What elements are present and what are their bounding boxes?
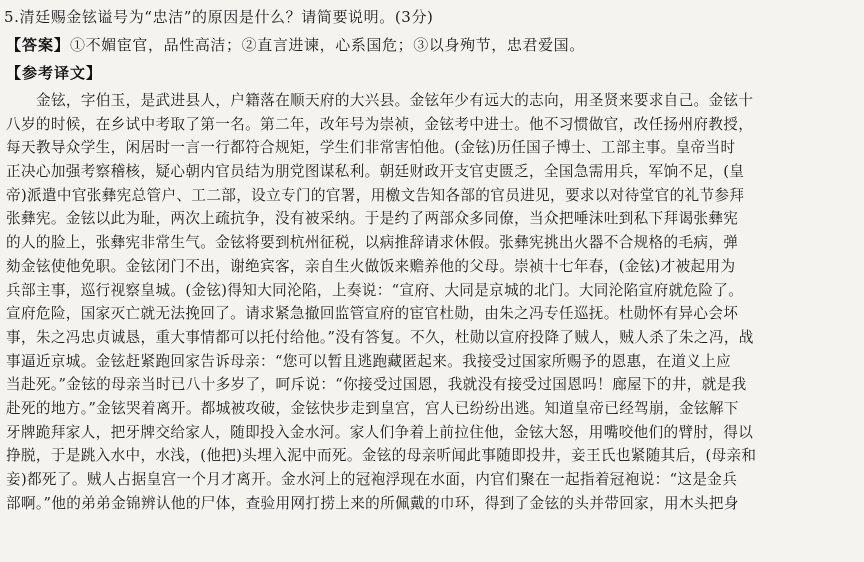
translation-line: 正决心加强考察稽核，疑心朝内官员结为朋党图谋私利。朝廷财政开支官吏匮乏，全国急需用兵，军饷不足，(皇 — [6, 163, 745, 181]
translation-line: 挣脱，于是跳入水中，水浅，(他把)头埋入泥中而死。金铉的母亲听闻此事随即投井，妾王氏也紧随其后，(母亲和 — [6, 447, 757, 465]
reference-label: 【参考译文】 — [6, 64, 103, 82]
translation-line: 八岁的时候，在乡试中考取了第一名。第二年，改年号为崇祯，金铉考中进士。他不习惯做官，改任扬州府教授， — [6, 115, 754, 133]
answer-line — [6, 34, 585, 55]
answer-text: ①不媚宦官，品性高洁；②直言进谏，心系国危；③以身殉节，忠君爱国。 — [70, 36, 585, 54]
translation-line: 的人的脸上，张彝宪非常生气。金铉将要到杭州征税，以病推辞请求休假。张彝宪挑出火器不合规格的毛病，弹 — [6, 234, 739, 252]
translation-line: 当赴死。”金铉的母亲当时已八十多岁了，呵斥说：“你接受过国恩，我就没有接受过国恩吗！廊屋下的井，就是我 — [6, 376, 747, 394]
translation-line: 劾金铉使他免职。金铉闭门不出，谢绝宾客，亲自生火做饭来赡养他的父母。崇祯十七年春，(金铉)才被起用为 — [6, 257, 736, 275]
question-text: 5.清廷赐金铉谥号为“忠洁”的原因是什么？请简要说明。(3分) — [4, 8, 434, 26]
translation-line: 牙牌跪拜家人，把牙牌交给家人，随即投入金水河。家人们争着上前拉住他，金铉大怒，用嘴咬他们的臂肘，得以 — [6, 423, 754, 441]
translation-line: 事，朱之冯忠贞诚恳，重大事情都可以托付给他。”没有答复。不久，杜勋以宣府投降了贼人，贼人杀了朱之冯，战 — [6, 328, 754, 346]
answer-label: 【答案】 — [6, 36, 71, 54]
translation-line: 金铉，字伯玉，是武进县人，户籍落在顺天府的大兴县。金铉年少有远大的志向，用圣贤来要求自己。金铉十 — [36, 92, 754, 109]
translation-line: 赴死的地方。”金铉哭着离开。都城被攻破，金铉快步走到皇宫，宫人已纷纷出逃。知道皇帝已经驾崩，金铉解下 — [6, 399, 739, 417]
translation-line: 兵部主事，巡行视察皇城。(金铉)得知大同沦陷，上奏说：“宣府、大同是京城的北门。大同沦陷宣府就危险了。 — [6, 281, 744, 299]
translation-line: 妾)都死了。贼人占据皇宫一个月才离开。金水河上的冠袍浮现在水面，内官们聚在一起指着冠袍说：“这是金兵 — [6, 471, 738, 488]
translation-line: 事逼近京城。金铉赶紧跑回家告诉母亲：“您可以暂且逃跑藏匿起来。我接受过国家所赐予的恩惠，在道义上应 — [6, 352, 732, 370]
translation-line: 部啊。”他的弟弟金锦辨认他的尸体，查验用网打捞上来的所佩戴的巾环，得到了金铉的头并带回家，用木头把身 — [6, 494, 739, 512]
translation-line: 宣府危险，国家灭亡就无法挽回了。请求紧急撤回监管宣府的宦官杜勋，由朱之冯专任巡抚。杜勋怀有异心会坏 — [6, 305, 739, 323]
translation-body — [6, 89, 858, 515]
translation-line: 帝)派遣中官张彝宪总管户、工二部，设立专门的官署，用檄文告知各部的官员进见，要求以对待堂官的礼节参拜 — [6, 186, 745, 204]
translation-line: 张彝宪。金铉以此为耻，两次上疏抗争，没有被采纳。于是约了两部众多同僚，当众把唾沫吐到私下拜谒张彝宪 — [6, 210, 739, 228]
translation-line: 每天教导众学生，闲居时一言一行都符合规矩，学生们非常害怕他。(金铉)历任国子博士、工部主事。皇帝当时 — [6, 139, 736, 157]
